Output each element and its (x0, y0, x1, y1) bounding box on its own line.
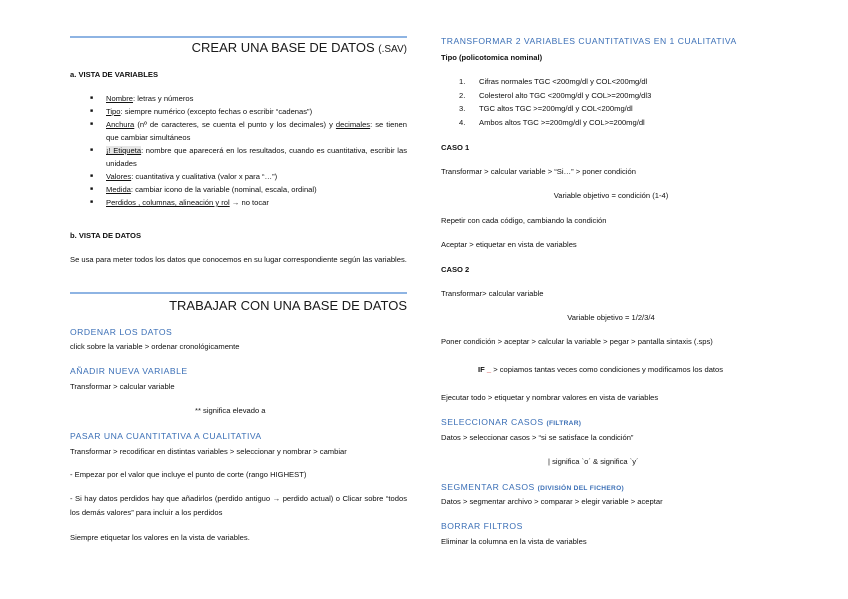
section-b-text: Se usa para meter todos los datos que conocemos en su lugar correspondiente según las variables. (70, 255, 407, 264)
tipo-text: Tipo (policotomica nominal) (441, 53, 543, 62)
caso1-heading: CASO 1 (441, 143, 470, 152)
seleccionar-note: | significa `o´ & significa `y´ (548, 457, 639, 466)
conditions-list (441, 75, 651, 129)
anadir-heading: AÑADIR NUEVA VARIABLE (70, 366, 188, 376)
caso2-if-line: IF _ > copiamos tantas veces como condiciones y modificamos los datos (478, 365, 724, 374)
segmentar-text: Datos > segmentar archivo > comparar > elegir variable > aceptar (441, 497, 663, 506)
caso2-text-2: Variable objetivo = 1/2/3/4 (567, 313, 655, 322)
list-item: ■ Nombre: letras y números (70, 92, 407, 105)
ordenar-heading: ORDENAR LOS DATOS (70, 327, 173, 337)
seleccionar-heading: SELECCIONAR CASOS (FILTRAR) (441, 417, 582, 427)
list-item: 3. TGC altos TGC >=200mg/dl y COL<200mg/dl (459, 104, 633, 113)
title2-rule (70, 292, 407, 294)
pasar-text-2: - Empezar por el valor que incluye el punto de corte (rango HIGHEST) (70, 470, 307, 479)
pasar-heading: PASAR UNA CUANTITATIVA A CUALITATIVA (70, 431, 262, 441)
list-item: 2. Colesterol alto TGC <200mg/dl y COL>=200mg/dl3 (459, 90, 652, 100)
list-item: ■ Valores: cuantitativa y cualitativa (valor x para “…”) (70, 170, 407, 183)
caso1-text-4: Aceptar > etiquetar en vista de variables (441, 240, 577, 249)
caso2-text-1: Transformar> calcular variable (441, 289, 544, 298)
title-crear-base: CREAR UNA BASE DE DATOS (.SAV) (191, 40, 407, 55)
title-rule (70, 36, 407, 38)
caso1-text-2: Variable objetivo = condición (1-4) (553, 191, 669, 200)
segmentar-heading: SEGMENTAR CASOS (DIVISIÓN DEL FICHERO) (441, 482, 625, 492)
list-item: ■ Medida: cambiar icono de la variable (nominal, escala, ordinal) (70, 183, 407, 196)
section-a-heading: a. VISTA DE VARIABLES (70, 70, 159, 79)
seleccionar-text: Datos > seleccionar casos > “si se satisface la condición” (441, 433, 634, 442)
ordenar-text: click sobre la variable > ordenar cronológicamente (70, 342, 240, 351)
section-b-heading: b. VISTA DE DATOS (70, 231, 142, 240)
caso1-text-1: Transformar > calcular variable > “Si…” > poner condición (441, 167, 636, 176)
list-item: ■ Perdidos , columnas, alineación y rol → no tocar (70, 196, 407, 209)
title-trabajar-base: TRABAJAR CON UNA BASE DE DATOS (169, 298, 407, 313)
pasar-text-4: Siempre etiquetar los valores en la vista de variables. (70, 533, 250, 542)
list-item: 4. Ambos altos TGC >=200mg/dl y COL>=200mg/dl (459, 117, 645, 127)
variables-list (70, 92, 407, 209)
borrar-text: Eliminar la columna en la vista de variables (441, 537, 587, 546)
anadir-note: ** significa elevado a (195, 406, 266, 415)
list-item: ■ Tipo: siempre numérico (excepto fechas o escribir “cadenas”) (70, 105, 407, 118)
pasar-text-1: Transformar > recodificar en distintas variables > seleccionar y nombrar > cambiar (70, 447, 347, 456)
caso2-text-5: Ejecutar todo > etiquetar y nombrar valores en vista de variables (441, 393, 659, 402)
borrar-heading: BORRAR FILTROS (441, 521, 523, 531)
caso2-text-3: Poner condición > aceptar > calcular la variable > pegar > pantalla sintaxis (.sps) (441, 337, 713, 346)
caso2-heading: CASO 2 (441, 265, 470, 274)
list-item: 1. Cifras normales TGC <200mg/dl y COL<200mg/dl (459, 77, 648, 86)
caso1-text-3: Repetir con cada código, cambiando la condición (441, 216, 607, 225)
anadir-text: Transformar > calcular variable (70, 382, 175, 391)
pasar-text-3: - Si hay datos perdidos hay que añadirlos (perdido antiguo → perdido actual) o Clicar sobre “todos los demás valores” para incluir a los perdidos (70, 494, 407, 517)
list-item: ■ Anchura (nº de caracteres, se cuenta el punto y los decimales) y decimales: se tienen que cambiar simultáneos (70, 118, 407, 144)
list-item: ■ ¡! Etiqueta: nombre que aparecerá en los resultados, cuando es cuantitativa, escribir las unidades (70, 144, 407, 170)
transformar-heading: TRANSFORMAR 2 VARIABLES CUANTITATIVAS EN 1 CUALITATIVA (441, 36, 737, 46)
